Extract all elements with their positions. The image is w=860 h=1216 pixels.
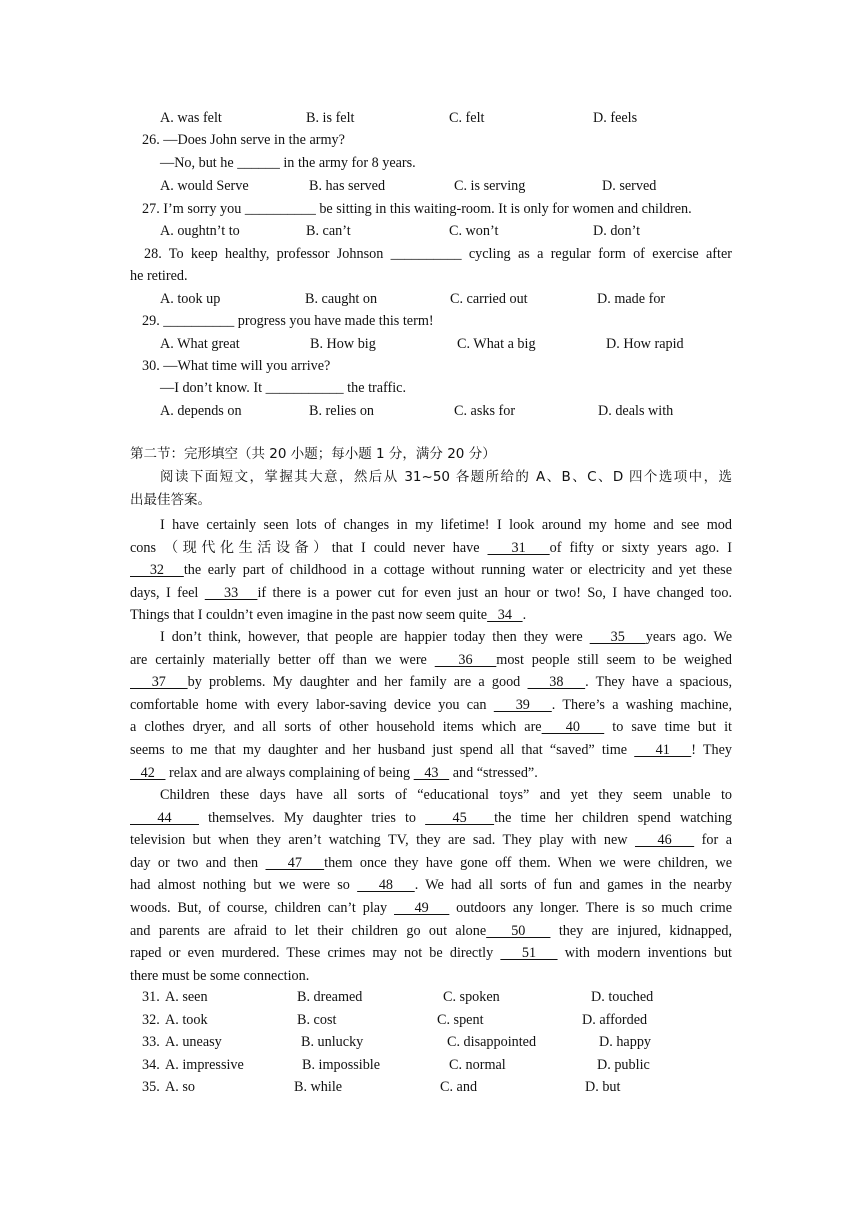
passage-text: outdoors any longer. There is so much crime xyxy=(449,900,733,916)
question-text-cont: he retired. xyxy=(130,268,188,284)
option-number: 32. xyxy=(142,1011,160,1028)
option-d: D. How rapid xyxy=(606,336,684,352)
option-c: C. won’t xyxy=(449,223,499,239)
question-text: 26. —Does John serve in the army? xyxy=(142,132,345,148)
passage-text: are certainly materially better off than we were xyxy=(130,651,435,668)
blank-31[interactable]: 31 xyxy=(487,539,550,556)
option-a: A. uneasy xyxy=(165,1034,222,1051)
blank-46[interactable]: 46 xyxy=(634,832,695,849)
option-b: B. relies on xyxy=(309,403,375,419)
passage-line xyxy=(160,785,732,805)
option-number: 34. xyxy=(142,1056,160,1073)
blank-47[interactable]: 47 xyxy=(265,854,325,871)
passage-line xyxy=(130,605,732,625)
passage-text: woods. But, of course, children can’t play xyxy=(130,900,395,916)
passage-text: the time her children spend watching xyxy=(494,809,733,826)
answer-pre: —No, but he xyxy=(160,155,238,171)
passage-line xyxy=(130,763,732,783)
passage-text: I don’t think, however, that people are happier today then they were xyxy=(160,629,590,645)
option-c: C. spent xyxy=(437,1011,484,1028)
blank-49[interactable]: 49 xyxy=(394,900,450,916)
option-c: C. carried out xyxy=(450,291,528,307)
answer-line: —I don’t know. It ___________ the traffic. xyxy=(160,380,407,396)
answer-post: in the army for 8 years. xyxy=(279,155,416,171)
option-d: D. public xyxy=(597,1056,650,1073)
passage-line xyxy=(130,672,732,692)
option-b: B. is felt xyxy=(306,110,355,126)
passage-text: relax and are always complaining of being xyxy=(165,764,414,781)
passage-text: and “stressed”. xyxy=(449,764,538,781)
option-c: C. normal xyxy=(449,1056,506,1073)
passage-text: of fifty or sixty years ago. I xyxy=(549,539,732,556)
passage-text: to save time but it xyxy=(604,719,733,736)
answer-line xyxy=(160,153,416,173)
section-heading: 第二节：完形填空（共 20 小题；每小题 1 分，满分 20 分） xyxy=(130,446,496,462)
option-b: B. cost xyxy=(297,1011,337,1028)
option-number: 33. xyxy=(142,1034,160,1051)
option-c: C. and xyxy=(440,1079,478,1096)
option-a: A. would Serve xyxy=(160,178,249,194)
option-a: A. so xyxy=(165,1079,195,1096)
blank-34[interactable]: 34 xyxy=(487,607,523,624)
option-b: B. dreamed xyxy=(297,989,363,1005)
passage-text: with modern inventions but xyxy=(557,945,733,962)
option-a: A. was felt xyxy=(160,110,222,126)
passage-text: . xyxy=(522,607,527,624)
passage-text: seems to me that my daughter and her husband just spend all that “saved” time xyxy=(130,742,635,758)
option-c: C. felt xyxy=(449,110,485,126)
passage-line xyxy=(130,898,732,918)
passage-text: . They have a spacious, xyxy=(585,674,733,691)
passage-line xyxy=(130,695,732,715)
option-b: B. can’t xyxy=(306,223,351,239)
option-d: D. made for xyxy=(597,291,666,307)
option-c: C. disappointed xyxy=(447,1034,537,1051)
passage-text: comfortable home with every labor-saving device you can xyxy=(130,696,494,713)
blank-36[interactable]: 36 xyxy=(434,651,497,668)
option-b: B. has served xyxy=(309,178,386,194)
passage-line xyxy=(130,808,732,828)
passage-text: most people still seem to be weighed xyxy=(496,651,733,668)
option-c: C. spoken xyxy=(443,989,500,1005)
answer-blank: ______ xyxy=(237,155,280,171)
passage-text: days, I feel xyxy=(130,584,205,601)
option-a: A. What great xyxy=(160,336,240,352)
passage-text: ! They xyxy=(691,742,733,758)
blank-37[interactable]: 37 xyxy=(130,674,188,691)
option-d: D. deals with xyxy=(598,403,674,419)
option-a: A. seen xyxy=(165,989,208,1005)
option-b: B. unlucky xyxy=(301,1034,364,1051)
passage-text: . There’s a washing machine, xyxy=(551,696,732,713)
option-a: A. oughtn’t to xyxy=(160,223,240,239)
question-text: 27. I’m sorry you __________ be sitting in this waiting-room. It is only for women and children. xyxy=(142,201,692,217)
option-b: B. caught on xyxy=(305,291,378,307)
blank-45[interactable]: 45 xyxy=(425,809,495,826)
passage-line xyxy=(130,875,732,895)
blank-41[interactable]: 41 xyxy=(634,742,692,758)
passage-text: by problems. My daughter and her family are a good xyxy=(187,674,528,691)
option-d: D. served xyxy=(602,178,657,194)
blank-32[interactable]: 32 xyxy=(130,562,184,579)
option-b: B. impossible xyxy=(302,1056,381,1073)
passage-text: Things that I couldn’t even imagine in the past now seem quite xyxy=(130,607,488,624)
passage-text: for a xyxy=(694,832,732,849)
option-d: D. touched xyxy=(591,989,654,1005)
option-b: B. while xyxy=(294,1079,343,1096)
blank-50[interactable]: 50 xyxy=(486,922,551,939)
passage-text: cons （现代化生活设备）that I could never have xyxy=(130,539,488,556)
blank-44[interactable]: 44 xyxy=(130,809,199,826)
option-d: D. happy xyxy=(599,1034,652,1051)
option-number: 35. xyxy=(142,1079,160,1096)
passage-line xyxy=(130,853,732,873)
passage-line xyxy=(130,583,732,603)
option-c: C. asks for xyxy=(454,403,516,419)
passage-text: a clothes dryer, and all sorts of other household items which are xyxy=(130,719,542,736)
passage-line xyxy=(130,538,732,558)
blank-35[interactable]: 35 xyxy=(589,629,646,645)
option-a: A. took up xyxy=(160,291,221,307)
passage-text: the early part of childhood in a cottage without running water or electricity and yet these xyxy=(183,562,732,579)
section-instruction-cont: 出最佳答案。 xyxy=(130,492,211,508)
passage-text: there must be some connection. xyxy=(130,967,310,984)
passage-text: them once they have gone off them. When we were children, we xyxy=(324,854,732,871)
option-c: C. is serving xyxy=(454,178,526,194)
passage-text: and parents are afraid to let their children go out alone xyxy=(130,922,487,939)
passage-text: . We had all sorts of fun and games in the nearby xyxy=(414,877,732,894)
passage-text: raped or even murdered. These crimes may not be directly xyxy=(130,945,501,962)
passage-line xyxy=(130,717,732,737)
passage-text: television but when they aren’t watching TV, they are sad. They play with new xyxy=(130,832,635,849)
passage-text: themselves. My daughter tries to xyxy=(198,809,426,826)
option-c: C. What a big xyxy=(457,336,536,352)
passage-line xyxy=(130,650,732,670)
option-a: A. depends on xyxy=(160,403,242,419)
option-d: D. feels xyxy=(593,110,638,126)
passage-text: had almost nothing but we were so xyxy=(130,877,358,894)
blank-33[interactable]: 33 xyxy=(204,584,258,601)
passage-text: day or two and then xyxy=(130,854,266,871)
option-d: D. afforded xyxy=(582,1011,648,1028)
blank-40[interactable]: 40 xyxy=(541,719,605,736)
option-d: D. but xyxy=(585,1079,621,1096)
passage-text: I have certainly seen lots of changes in my lifetime! I look around my home and see mod xyxy=(160,517,732,533)
section-instruction: 阅读下面短文，掌握其大意，然后从 31~50 各题所给的 A、B、C、D 四个选项中，选 xyxy=(160,469,732,485)
passage-line xyxy=(130,830,732,850)
question-text: 30. —What time will you arrive? xyxy=(142,358,331,374)
blank-42[interactable]: 42 xyxy=(130,764,166,781)
blank-48[interactable]: 48 xyxy=(357,877,415,894)
blank-51[interactable]: 51 xyxy=(500,945,558,962)
passage-line xyxy=(130,966,732,986)
option-b: B. How big xyxy=(310,336,376,352)
passage-line xyxy=(160,627,732,647)
blank-39[interactable]: 39 xyxy=(493,696,552,713)
question-text: 28. To keep healthy, professor Johnson __________ cycling as a regular form of exercise after xyxy=(144,246,732,262)
passage-line xyxy=(130,740,732,760)
question-text: 29. __________ progress you have made this term! xyxy=(142,313,434,329)
option-a: A. took xyxy=(165,1011,208,1028)
option-a: A. impressive xyxy=(165,1056,244,1073)
passage-line xyxy=(130,921,732,941)
passage-text: they are injured, kidnapped, xyxy=(550,922,733,939)
passage-text: years ago. We xyxy=(645,629,733,645)
passage-line xyxy=(160,515,732,535)
passage-line xyxy=(130,560,732,580)
passage-text: if there is a power cut for even just an hour or two! So, I have changed too. xyxy=(257,584,733,601)
passage-line xyxy=(130,943,732,963)
option-d: D. don’t xyxy=(593,223,641,239)
blank-43[interactable]: 43 xyxy=(413,764,450,781)
passage-text: Children these days have all sorts of “educational toys” and yet they seem unable to xyxy=(160,787,732,803)
blank-38[interactable]: 38 xyxy=(527,674,586,691)
option-number: 31. xyxy=(142,989,160,1005)
